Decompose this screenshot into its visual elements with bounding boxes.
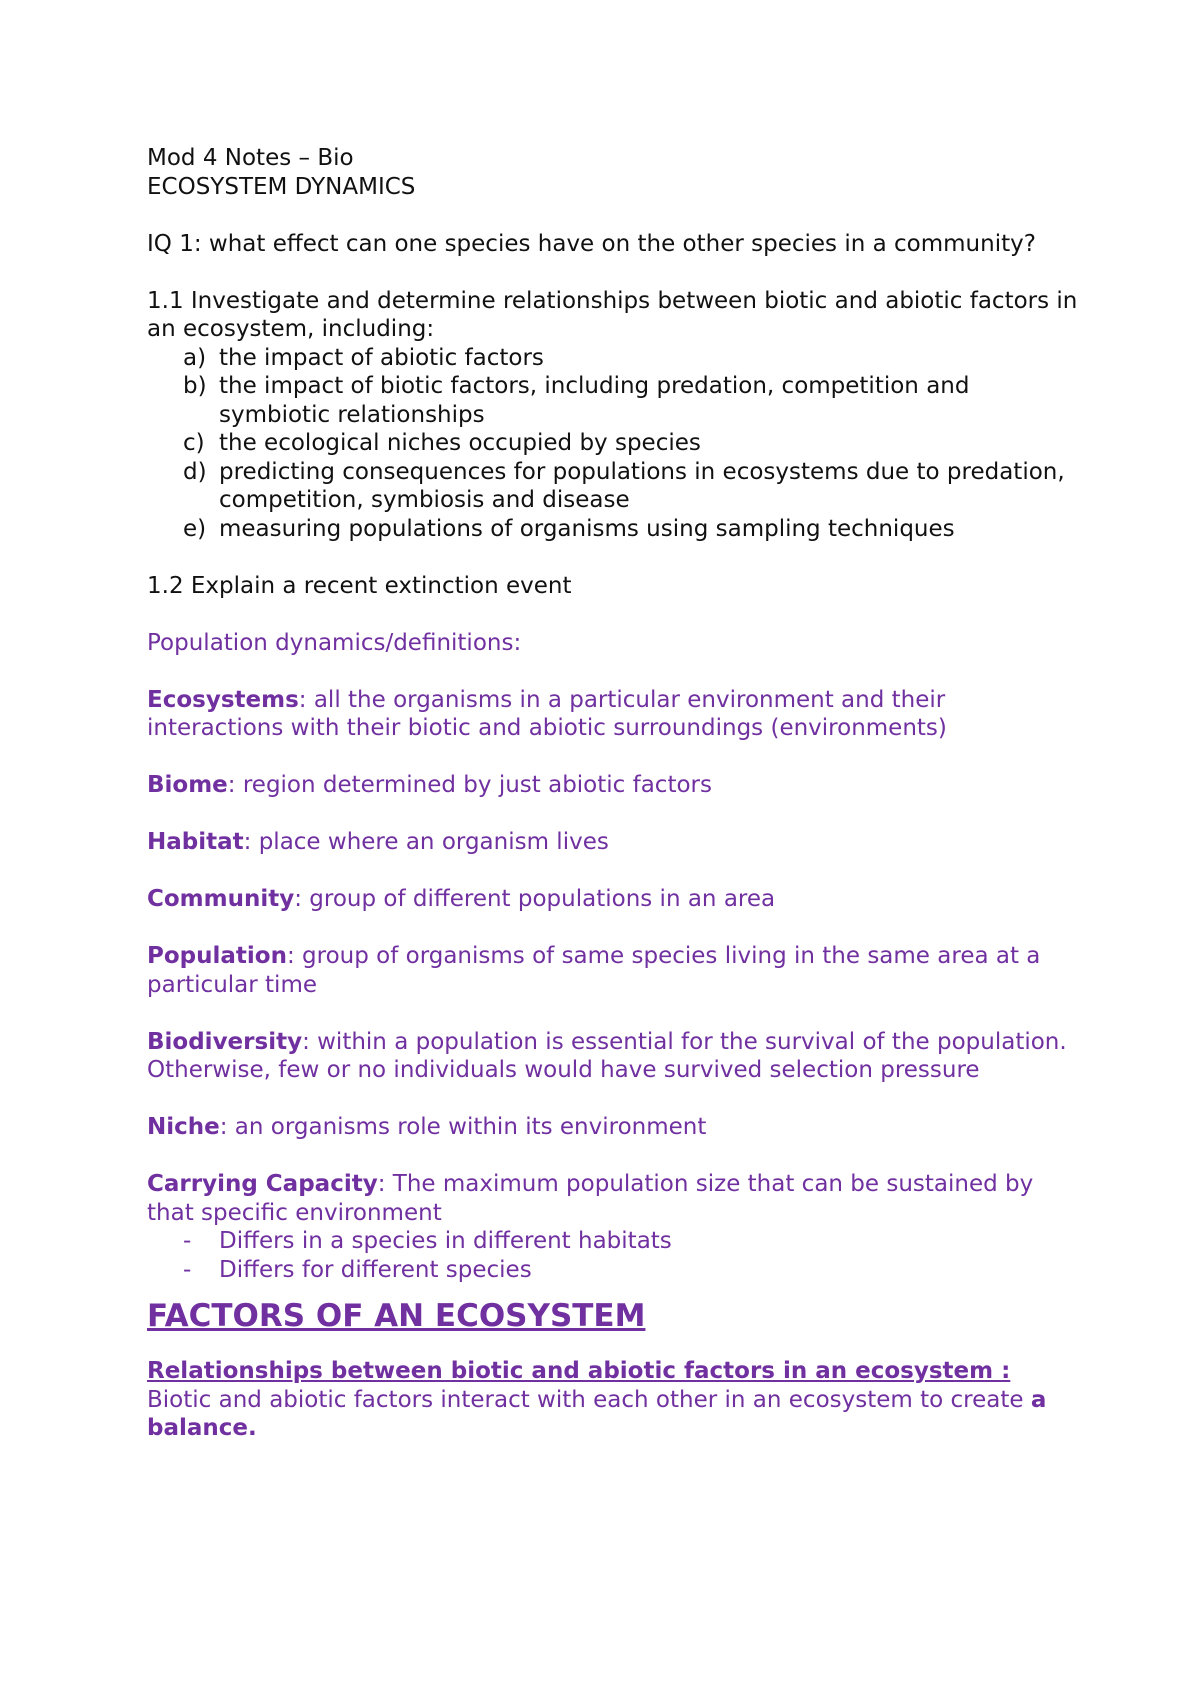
relationships-heading: Relationships between biotic and abiotic factors in an ecosystem : xyxy=(147,1358,1011,1384)
list-item xyxy=(183,1256,1080,1285)
document-subtitle: ECOSYSTEM DYNAMICS xyxy=(147,173,416,200)
definition-term: Habitat xyxy=(147,829,244,855)
definition-text: : region determined by just abiotic factors xyxy=(227,772,712,798)
list-marker: b) xyxy=(183,373,207,399)
definition-ecosystems xyxy=(147,686,1080,743)
definition-term: Community xyxy=(147,886,295,912)
list-marker: a) xyxy=(183,344,207,371)
list-item-text: predicting consequences for populations in ecosystems due to predation, competition, symbiosis and disease xyxy=(219,458,1065,513)
definition-term: Carrying Capacity xyxy=(147,1171,378,1197)
relationships-text xyxy=(147,1386,1080,1443)
definition-niche xyxy=(147,1113,1080,1142)
list-item-text: Differs for different species xyxy=(219,1256,532,1283)
list-item-text: the impact of biotic factors, including predation, competition and symbiotic relationships xyxy=(219,373,970,428)
definition-text: : an organisms role within its environment xyxy=(219,1114,707,1140)
section-1-2: 1.2 Explain a recent extinction event xyxy=(147,572,572,599)
list-item xyxy=(183,372,1080,429)
definition-population xyxy=(147,942,1080,999)
definition-biome xyxy=(147,771,1080,800)
list-item-text: the ecological niches occupied by species xyxy=(219,430,701,456)
list-item xyxy=(183,458,1080,515)
definition-term: Biome xyxy=(147,772,228,798)
definition-text: : group of different populations in an area xyxy=(294,886,776,912)
list-item-text: Differs in a species in different habitats xyxy=(219,1228,672,1254)
dash-marker: - xyxy=(183,1228,192,1254)
list-item xyxy=(183,1227,1080,1256)
definition-carrying-capacity xyxy=(147,1170,1080,1227)
section-1-1-intro: 1.1 Investigate and determine relationships between biotic and abiotic factors in an ecosystem, including: xyxy=(147,287,1078,342)
definition-community xyxy=(147,885,1080,914)
definition-text: : The maximum population size that can be sustained by that specific environment xyxy=(147,1171,1034,1226)
list-marker: d) xyxy=(183,458,207,485)
definition-biodiversity xyxy=(147,1028,1080,1085)
list-item-text: the impact of abiotic factors xyxy=(219,344,544,371)
definition-text: : within a population is essential for the survival of the population. Otherwise, few or no individuals would have survived selection pressure xyxy=(147,1028,1067,1083)
definition-term: Population xyxy=(147,943,287,969)
definition-habitat xyxy=(147,828,1080,857)
definition-text: : group of organisms of same species living in the same area at a particular time xyxy=(147,943,1041,998)
list-item xyxy=(183,344,1080,373)
definition-text: : place where an organism lives xyxy=(243,829,609,855)
definition-term: Biodiversity xyxy=(147,1028,303,1055)
factors-heading: FACTORS OF AN ECOSYSTEM xyxy=(147,1298,646,1334)
list-item xyxy=(183,515,1080,544)
definitions-heading: Population dynamics/definitions: xyxy=(147,629,522,656)
relationships-bold: a balance. xyxy=(147,1386,1047,1441)
relationships-body: Biotic and abiotic factors interact with each other in an ecosystem to create xyxy=(147,1386,1031,1413)
list-marker: c) xyxy=(183,430,205,456)
list-marker: e) xyxy=(183,515,207,542)
carrying-capacity-list xyxy=(147,1227,1080,1284)
section-1-1-list xyxy=(147,344,1080,544)
list-item-text: measuring populations of organisms using sampling techniques xyxy=(219,515,955,542)
definition-term: Ecosystems xyxy=(147,686,299,713)
definition-term: Niche xyxy=(147,1114,220,1140)
definition-text: : all the organisms in a particular environment and their interactions with their biotic and abiotic surroundings (environments) xyxy=(147,686,947,741)
list-item xyxy=(183,429,1080,458)
document-title: Mod 4 Notes – Bio xyxy=(147,145,354,171)
inquiry-question-1: IQ 1: what effect can one species have on the other species in a community? xyxy=(147,230,1036,257)
dash-marker: - xyxy=(183,1256,192,1283)
